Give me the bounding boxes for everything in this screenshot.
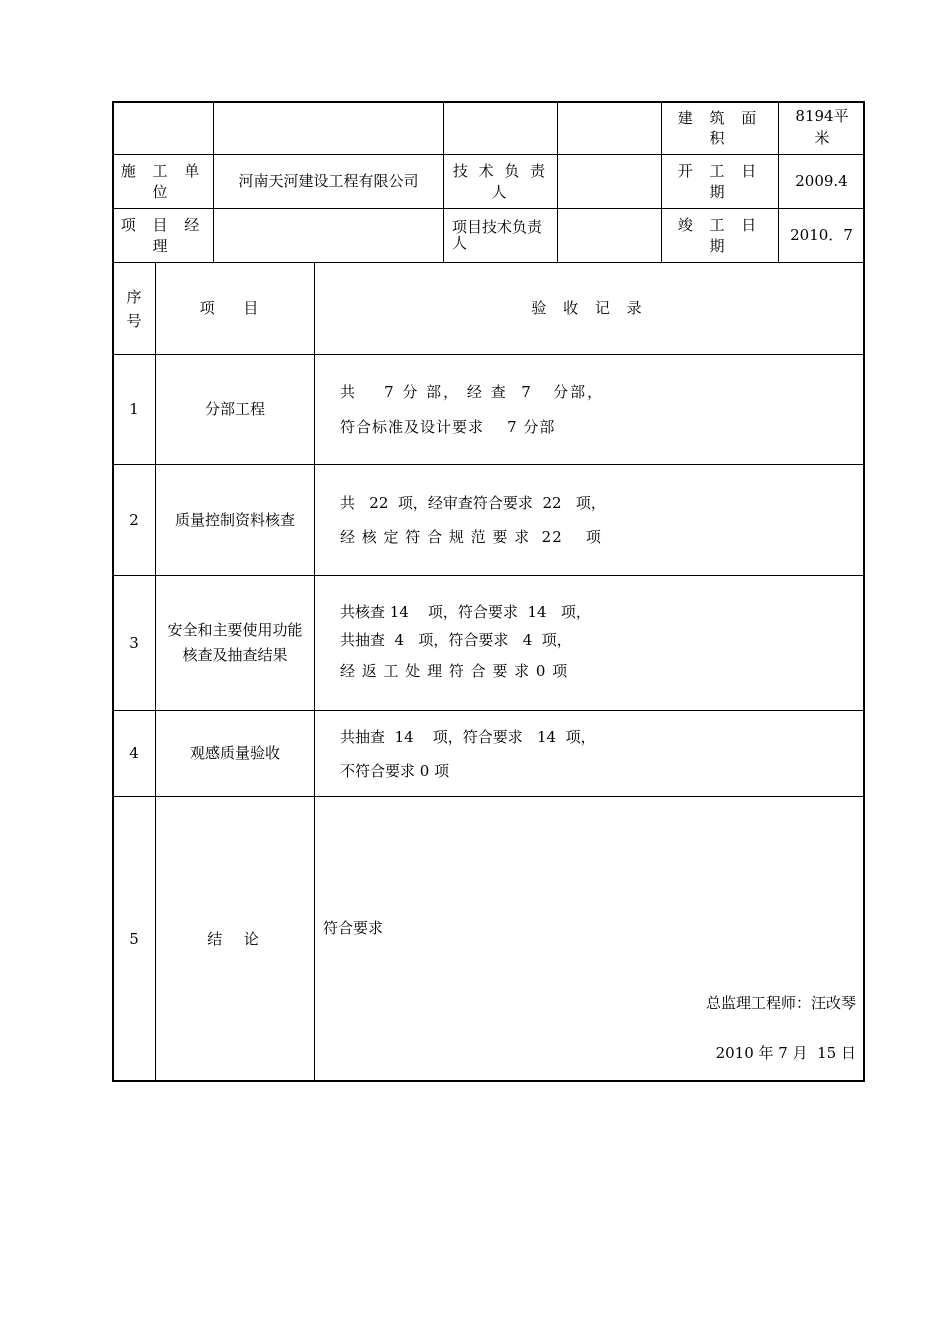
record-line: 共核查 14 项，符合要求 14 项，: [340, 603, 591, 621]
row-item: 质量控制资料核查: [174, 510, 295, 529]
item-header: 项 目: [199, 299, 271, 318]
record-line: 共 22 项，经审查符合要求 22 项，: [340, 494, 606, 512]
record-line: 不符合要求 0 项: [340, 762, 450, 780]
project-tech-lead-label: 项目技术负责人: [452, 217, 543, 252]
row-number: 3: [129, 633, 139, 652]
record-line: 经 核 定 符 合 规 范 要 求 22 项: [340, 528, 602, 546]
conclusion-text: 符合要求: [323, 919, 384, 937]
row-item: 分部工程: [204, 400, 265, 419]
row-number: 5: [129, 929, 139, 948]
tech-lead-label: 技 术 负 责 人: [452, 162, 549, 201]
conclusion-label: 结 论: [207, 929, 263, 948]
row-item: 安全和主要使用功能核查及抽查结果: [167, 620, 303, 664]
record-line: 符合标准及设计要求 7 分部: [340, 418, 556, 436]
start-date-label: 开 工 日 期: [677, 162, 763, 201]
area-label: 建 筑 面 积: [677, 108, 763, 147]
row-number: 1: [129, 400, 139, 419]
end-date-value: 2010．7: [790, 226, 853, 245]
record-line: 共抽查 4 项，符合要求 4 项，: [340, 631, 572, 649]
col-divider: [314, 262, 315, 1082]
company-value: 河南天河建设工程有限公司: [238, 172, 419, 191]
row-number: 4: [129, 744, 139, 763]
chief-supervisor-signature: 总监理工程师：汪改琴: [705, 994, 856, 1012]
record-header: 验 收 记 录: [531, 299, 648, 318]
col-divider: [557, 101, 558, 263]
record-line: 经 返 工 处 理 符 合 要 求 0 项: [340, 662, 569, 680]
area-value: 8194平米: [795, 107, 849, 147]
row-item: 观感质量验收: [189, 744, 280, 763]
record-line: 共 7 分 部， 经 查 7 分部，: [340, 383, 605, 401]
row-number: 2: [129, 510, 139, 529]
company-label: 施 工 单 位: [120, 162, 206, 201]
start-date-value: 2009.4: [795, 172, 848, 191]
end-date-label: 竣 工 日 期: [677, 216, 763, 255]
project-manager-label: 项 目 经 理: [120, 216, 206, 255]
record-line: 共抽查 14 项，符合要求 14 项，: [340, 728, 596, 746]
seq-header: 序号: [126, 287, 142, 330]
sign-date: 2010 年 7 月 15 日: [715, 1044, 856, 1062]
